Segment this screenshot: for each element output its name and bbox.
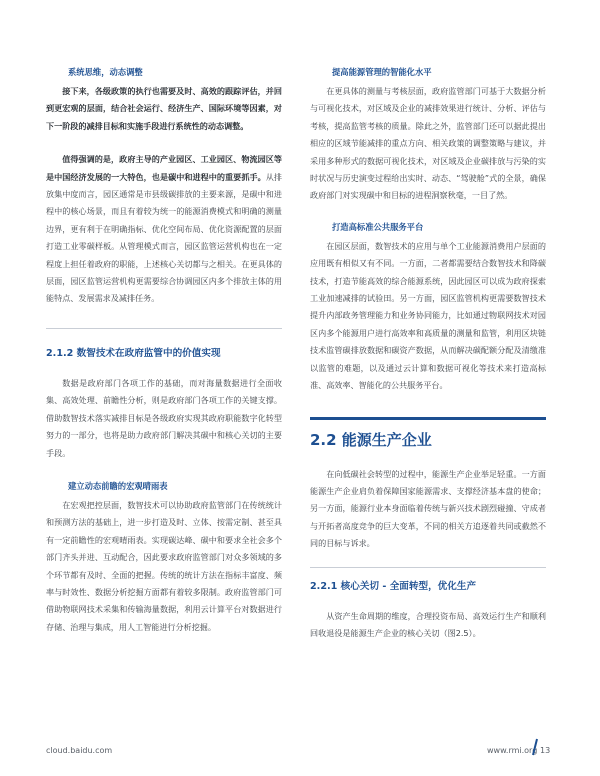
paragraph-parks-rest: 从排放集中度而言，园区通常是市县级碳排放的主要来源，是碳中和进程中的核心场景，而且有着较为统一的能源消费模式和明确的测量边界，更有利于在明确指标、优化空间布局、优化资源配置的层面打造工业零碳样板。从管理模式而言，园区监管运营机构也在一定程度上担任着政府的职能，上述核心关切都与之相关。在更具体的层面，园区监管运营机构更需要综合协调园区内多个排放主体的用能特点、发展需求及减排任务。 <box>46 171 282 304</box>
section-divider <box>46 328 282 329</box>
subheading-public-platform: 打造高标准公共服务平台 <box>332 221 424 232</box>
paragraph-energy-producers: 在向低碳社会转型的过程中，能源生产企业举足轻重。一方面能源生产企业肩负着保障国家能源需求、支撑经济基本盘的使命；另一方面，能源行业本身面临着传统与新兴技术剧烈碰撞、守成者与开拓者高度竞争的巨大变革，不同的相关方追逐着共同或截然不同的目标与诉求。 <box>310 468 546 549</box>
paragraph-parks <box>46 151 282 308</box>
paragraph-park-level: 在园区层面，数智技术的应用与单个工业能源消费用户层面的应用既有相似又有不同。一方面，二者都需要结合数智技术和降碳技术，打造节能高效的综合能源系统，因此园区可以成为政府探索工业加速减排的试验田。另一方面，园区监管机构更需要数智技术提升内部政务管理能力和业务协同能力，比如通过物联网技术对园区内多个能源用户进行高效率和高质量的测量和监管，利用区块链技术监管碳排放数据和碳资产数据，从而解决碳配额分配及清缴准以监管的难题，以及通过云计算和数据可视化等技术来打造高标准、高效率、智能化的公共服务平台。 <box>310 240 546 391</box>
section-title-2-1-2: 2.1.2 数智技术在政府监管中的价值实现 <box>46 347 221 359</box>
page-number: 13 <box>540 746 551 755</box>
footer-source-left: cloud.baidu.com <box>46 746 113 755</box>
footer-source-right: www.rmi.org <box>487 746 538 755</box>
paragraph-data-basis: 数据是政府部门各项工作的基础，而对海量数据进行全面收集、高效处理、前瞻性分析，则是政府部门各项工作的关键支撑。借助数智技术落实减排目标是各级政府实现其政府职能数字化转型努力的一部分，也将是助力政府部门解决其碳中和核心关切的主要手段。 <box>46 377 282 458</box>
subheading-macro-barometer: 建立动态前瞻的宏观晴雨表 <box>68 480 168 491</box>
section-bar <box>310 417 546 420</box>
right-column <box>310 64 546 642</box>
left-column <box>46 64 282 636</box>
subheading-dynamic: 系统思维，动态调整 <box>68 67 143 77</box>
section-title-2-2: 2.2 能源生产企业 <box>310 430 432 449</box>
section-divider-2 <box>310 567 546 568</box>
paragraph-measurement: 在更具体的测量与考核层面，政府监管部门可基于大数据分析与可视化技术，对区域及企业的减排效果进行统计、分析、评估与考核，提高监管考核的质量。除此之外，监管部门还可以据此提出相应的区域节能减排的重点方向、相关政策的调整策略与建议，并采用多种形式的数据可视化技术，对区域及企业碳排放与污染的实时状况与历史演变过程给出实时、动态、“驾驶舱”式的全景，确保政府部门对实现碳中和目标的进程洞察秋毫，一目了然。 <box>310 86 546 201</box>
subheading-smart-energy: 提高能源管理的智能化水平 <box>332 67 432 77</box>
paragraph-macro-control: 在宏观把控层面，数智技术可以协助政府监管部门在传统统计和预测方法的基础上，进一步打造及时、立体、按需定制、甚至具有一定前瞻性的宏观晴雨表。实现碳达峰、碳中和要求全社会多个部门齐头并进、互动配合，因此要求政府监管部门对众多领域的多个环节都有及时、全面的把握。传统的统计方法在指标丰富度、频率与时效性、数据分析挖掘方面都有着较多限制。政府监管部门可借助物联网技术采集和传输海量数据，利用云计算平台对数据进行存储、治理与集成，用人工智能进行分析挖掘。 <box>46 499 282 632</box>
paragraph-asset-lifecycle: 从资产生命周期的维度，合理投资布局、高效运行生产和顺利回收退役是能源生产企业的核心关切（图2.5）。 <box>310 610 546 638</box>
paragraph-dynamic-adjust: 接下来，各级政策的执行也需要及时、高效的跟踪评估，并回到更宏观的层面，结合社会运行、经济生产、国际环境等因素，对下一阶段的减排目标和实施手段进行系统性的动态调整。 <box>46 86 282 131</box>
section-title-2-2-1: 2.2.1 核心关切 - 全面转型，优化生产 <box>310 580 477 592</box>
slash-icon <box>530 738 540 756</box>
paragraph-parks-bold: 值得强调的是，政府主导的产业园区、工业园区、物流园区等是中国经济发展的一大特色，也是碳中和进程中的重要抓手。 <box>46 154 282 182</box>
